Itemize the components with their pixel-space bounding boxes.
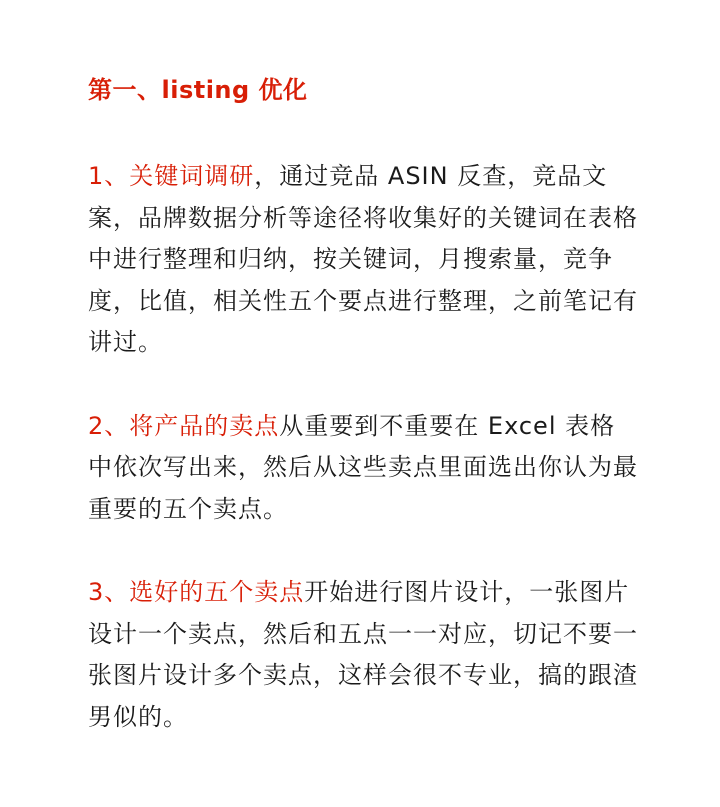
paragraph-body: ，通过竞品 ASIN 反查，竞品文案，品牌数据分析等途径将收集好的关键词在表格中进行整理和归纳，按关键词，月搜索量，竞争度，比值，相关性五个要点进行整理，之前笔记有讲过。	[88, 162, 638, 356]
paragraph-image-design	[88, 572, 640, 738]
paragraph-body: 从重要到不重要在 Excel 表格中依次写出来，然后从这些卖点里面选出你认为最重要的五个卖点。	[88, 411, 638, 523]
paragraph-highlight: 1、关键词调研	[88, 162, 255, 190]
paragraph-keyword-research	[88, 156, 640, 364]
section-heading: 第一、listing 优化	[88, 76, 308, 104]
paragraph-body: 开始进行图片设计，一张图片设计一个卖点，然后和五点一一对应，切记不要一张图片设计多个卖点，这样会很不专业，搞的跟渣男似的。	[88, 578, 638, 731]
paragraph-selling-points	[88, 406, 640, 531]
paragraph-highlight: 2、将产品的卖点	[88, 411, 280, 440]
paragraph-highlight: 3、选好的五个卖点	[88, 578, 305, 606]
